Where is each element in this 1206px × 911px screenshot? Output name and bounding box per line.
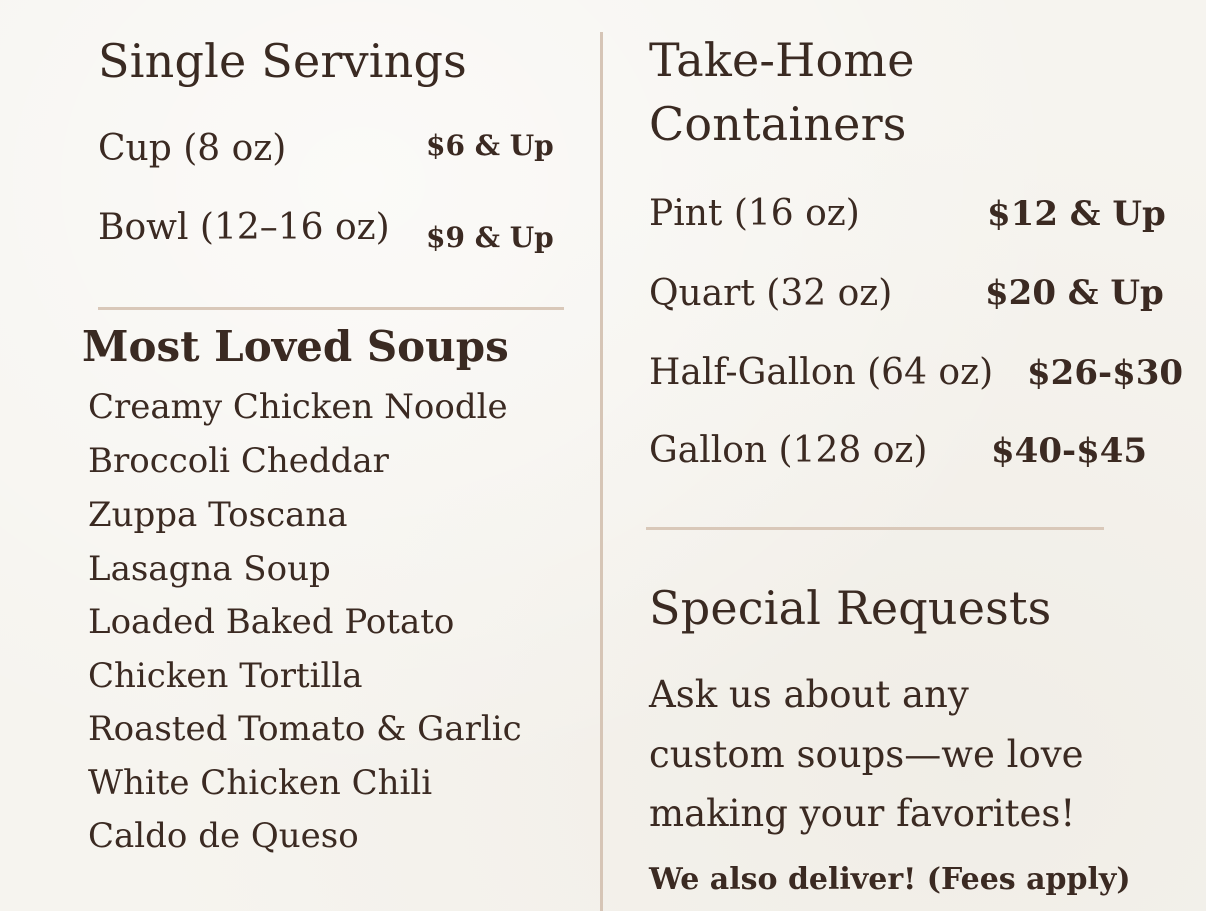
- left-section-divider: [98, 307, 564, 310]
- soup-list-item: Broccoli Cheddar: [88, 441, 389, 481]
- column-divider: [600, 32, 603, 911]
- serving-bowl-price: $9 & Up: [426, 221, 554, 254]
- take-home-title-line1: Take-Home: [649, 33, 915, 87]
- container-quart-price: $20 & Up: [985, 273, 1164, 313]
- soup-list-item: Caldo de Queso: [88, 816, 359, 856]
- container-gallon-price: $40-$45: [991, 431, 1148, 471]
- serving-bowl-label: Bowl (12–16 oz): [98, 207, 390, 248]
- serving-cup-label: Cup (8 oz): [98, 128, 287, 169]
- container-gallon-label: Gallon (128 oz): [649, 430, 928, 471]
- special-requests-line: Ask us about any: [649, 673, 969, 716]
- soup-list-item: White Chicken Chili: [88, 763, 433, 803]
- delivery-note: We also deliver! (Fees apply): [649, 862, 1131, 897]
- container-pint-label: Pint (16 oz): [649, 193, 860, 234]
- special-requests-line: making your favorites!: [649, 792, 1076, 835]
- soup-list-item: Roasted Tomato & Garlic: [88, 709, 522, 749]
- most-loved-title: Most Loved Soups: [82, 322, 509, 371]
- container-half-gallon-label: Half-Gallon (64 oz): [649, 352, 994, 393]
- soup-list-item: Chicken Tortilla: [88, 656, 363, 696]
- container-pint-price: $12 & Up: [987, 194, 1166, 234]
- soup-list-item: Lasagna Soup: [88, 549, 331, 589]
- special-requests-line: custom soups—we love: [649, 733, 1084, 776]
- soup-list-item: Creamy Chicken Noodle: [88, 387, 508, 427]
- serving-cup-price: $6 & Up: [426, 129, 554, 162]
- special-requests-title: Special Requests: [649, 581, 1052, 635]
- right-section-divider: [646, 527, 1104, 530]
- container-half-gallon-price: $26-$30: [1027, 353, 1184, 393]
- soup-list-item: Zuppa Toscana: [88, 495, 348, 535]
- soup-list-item: Loaded Baked Potato: [88, 602, 455, 642]
- container-quart-label: Quart (32 oz): [649, 273, 893, 314]
- take-home-title-line2: Containers: [649, 97, 907, 151]
- single-servings-title: Single Servings: [98, 34, 467, 88]
